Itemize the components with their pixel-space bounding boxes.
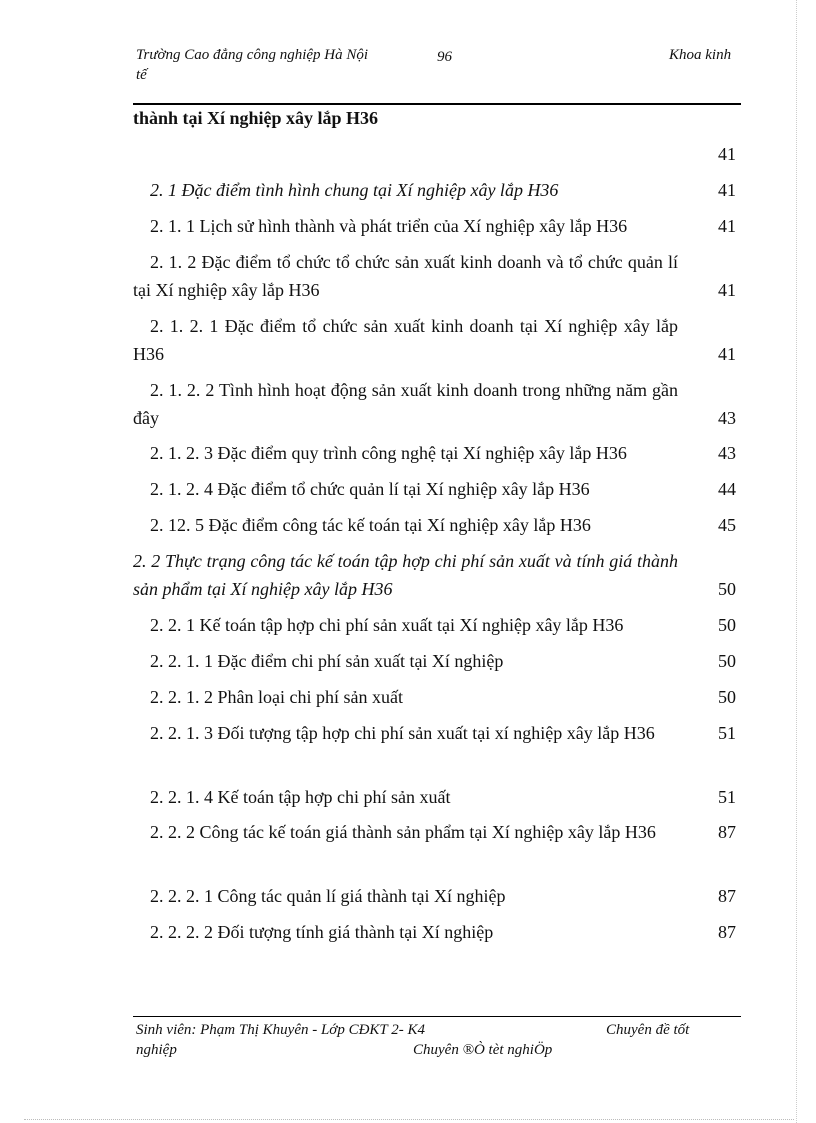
toc-entry-text: 2. 2. 1. 4 Kế toán tập hợp chi phí sản xuất — [150, 787, 451, 807]
toc-page-number: 43 — [718, 443, 736, 463]
toc-page-number: 44 — [718, 479, 736, 499]
toc-entry-text: 2. 2. 1 Kế toán tập hợp chi phí sản xuất tại Xí nghiệp xây lắp H36 — [150, 615, 624, 635]
toc-entry — [133, 611, 736, 639]
toc-page-number: 51 — [718, 723, 736, 743]
page-border-dots — [24, 1119, 794, 1120]
toc-page-number: 41 — [718, 216, 736, 236]
toc-page-number: 50 — [718, 579, 736, 599]
toc-entry — [133, 511, 736, 539]
toc-page-number: 45 — [718, 515, 736, 535]
header-school: Trường Cao đẳng công nghiệp Hà Nội — [136, 47, 369, 63]
toc-entry-text: 2. 2. 2. 2 Đối tượng tính giá thành tại Xí nghiệp — [150, 922, 494, 942]
toc-page-number: 41 — [718, 344, 736, 364]
toc-entry — [133, 918, 736, 946]
toc-page-number: 51 — [718, 787, 736, 807]
toc-entry — [133, 647, 736, 675]
toc-entry — [133, 376, 736, 432]
toc-page-number: 50 — [718, 615, 736, 635]
header-school-continuation: tế — [136, 67, 147, 83]
toc-entry-text: 2. 1. 2. 4 Đặc điểm tổ chức quản lí tại Xí nghiệp xây lắp H36 — [150, 479, 590, 499]
toc-entry-text: 2. 1. 2 Đặc điểm tổ chức tổ chức sản xuất kinh doanh và tổ chức quản lí tại Xí nghiệp xây lắp H36 — [133, 252, 678, 300]
toc-entry — [133, 547, 736, 603]
toc-entry — [133, 783, 736, 811]
header-page-number: 96 — [437, 49, 452, 65]
footer-thesis: Chuyên đề tốt — [606, 1022, 690, 1038]
toc-entry-text: 2. 2. 1. 2 Phân loại chi phí sản xuất — [150, 687, 403, 707]
toc-entry-text: 2. 12. 5 Đặc điểm công tác kế toán tại Xí nghiệp xây lắp H36 — [150, 515, 591, 535]
toc-heading-line: thành tại Xí nghiệp xây lắp H36 — [133, 108, 379, 128]
toc-entry-text: 2. 1. 2. 1 Đặc điểm tổ chức sản xuất kinh doanh tại Xí nghiệp xây lắp H36 — [133, 316, 678, 364]
footer-garbled-text: Chuyên ®Ò tèt nghiÖp — [413, 1042, 553, 1058]
toc-page-number: 87 — [718, 822, 736, 842]
toc-entry-text: 2. 2. 1. 1 Đặc điểm chi phí sản xuất tại Xí nghiệp — [150, 651, 504, 671]
toc-entry — [133, 475, 736, 503]
toc-entry-text: 2. 2. 2. 1 Công tác quản lí giá thành tại Xí nghiệp — [150, 886, 506, 906]
toc-entry-text: 2. 2 Thực trạng công tác kế toán tập hợp chi phí sản xuất và tính giá thành sản phẩm tại Xí nghiệp xây lắp H36 — [133, 551, 678, 599]
toc-entry — [133, 719, 736, 747]
toc-entry-text: 2. 1 Đặc điểm tình hình chung tại Xí nghiệp xây lắp H36 — [150, 180, 559, 200]
toc-entry-text: 2. 1. 1 Lịch sử hình thành và phát triển của Xí nghiệp xây lắp H36 — [150, 216, 628, 236]
footer-divider — [133, 1016, 741, 1017]
footer-student: Sinh viên: Phạm Thị Khuyên - Lớp CĐKT 2- K4 — [136, 1022, 425, 1038]
toc-page-number: 41 — [718, 180, 736, 200]
toc-page-number: 50 — [718, 687, 736, 707]
toc-entry — [133, 248, 736, 304]
toc-entry — [133, 140, 736, 168]
toc-entry — [133, 818, 736, 846]
toc-entry-text: 2. 1. 2. 2 Tình hình hoạt động sản xuất kinh doanh trong những năm gần đây — [133, 380, 678, 428]
toc-entry-text: 2. 1. 2. 3 Đặc điểm quy trình công nghệ tại Xí nghiệp xây lắp H36 — [150, 443, 627, 463]
toc-entry — [133, 212, 736, 240]
toc-page-number: 43 — [718, 408, 736, 428]
toc-entry — [133, 882, 736, 910]
toc-page-number: 87 — [718, 922, 736, 942]
header-department: Khoa kinh — [669, 47, 732, 63]
toc-page-number: 41 — [718, 144, 736, 164]
toc-entry-text: 2. 2. 1. 3 Đối tượng tập hợp chi phí sản xuất tại xí nghiệp xây lắp H36 — [150, 723, 655, 743]
page-edge-dots — [796, 0, 797, 1123]
toc-entry-text: 2. 2. 2 Công tác kế toán giá thành sản phẩm tại Xí nghiệp xây lắp H36 — [150, 822, 656, 842]
toc-page-number: 41 — [718, 280, 736, 300]
header-divider — [133, 103, 741, 105]
toc-entry — [133, 312, 736, 368]
toc-page-number: 87 — [718, 886, 736, 906]
footer-thesis-continuation: nghiệp — [136, 1042, 177, 1058]
toc-entry — [133, 439, 736, 467]
toc-entry — [133, 683, 736, 711]
toc-entry — [133, 176, 736, 204]
toc-page-number: 50 — [718, 651, 736, 671]
